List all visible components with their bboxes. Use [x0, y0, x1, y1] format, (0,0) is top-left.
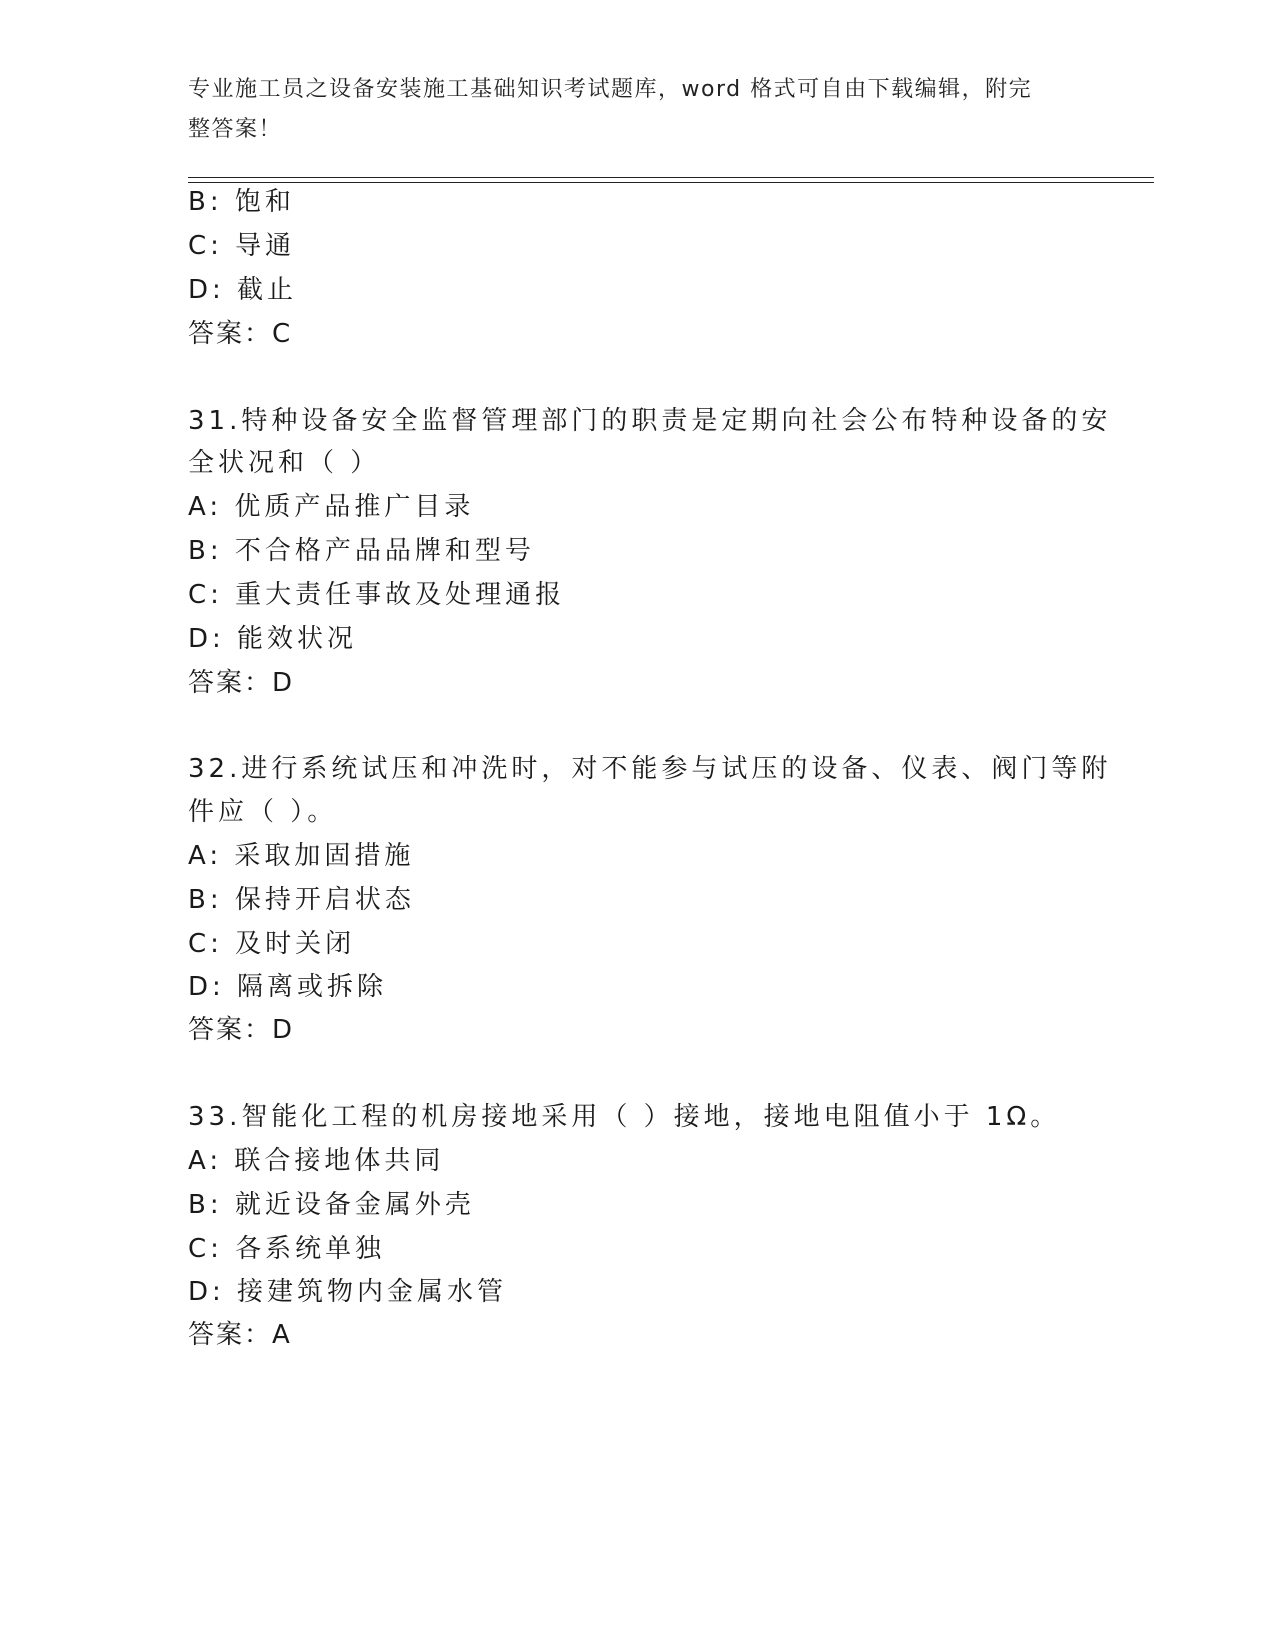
question-32-stem-cont: 件应（ ）。 [188, 797, 338, 827]
page-header [188, 70, 1068, 150]
option-c: C: 及时关闭 [188, 929, 356, 959]
header-divider [188, 177, 1154, 183]
option-d: D: 接建筑物内金属水管 [188, 1277, 508, 1307]
option-d: D: 能效状况 [188, 624, 358, 654]
answer: 答案：D [188, 668, 295, 698]
option-a: A: 优质产品推广目录 [188, 492, 475, 522]
option-c: C: 重大责任事故及处理通报 [188, 580, 566, 610]
option-d: D: 隔离或拆除 [188, 972, 388, 1002]
option-b: B: 就近设备金属外壳 [188, 1190, 475, 1220]
question-32-stem: 32.进行系统试压和冲洗时，对不能参与试压的设备、仪表、阀门等附 [188, 754, 1112, 784]
option-c: C: 导通 [188, 231, 296, 261]
question-31-stem-cont: 全状况和（ ） [188, 448, 381, 478]
option-d: D: 截止 [188, 275, 298, 305]
option-b: B: 饱和 [188, 187, 295, 217]
option-c: C: 各系统单独 [188, 1234, 386, 1264]
option-a: A: 采取加固措施 [188, 841, 415, 871]
question-31-stem: 31.特种设备安全监督管理部门的职责是定期向社会公布特种设备的安 [188, 406, 1112, 436]
header-line-1: 专业施工员之设备安装施工基础知识考试题库，word 格式可自由下载编辑，附完 [188, 77, 1033, 102]
answer: 答案：C [188, 319, 293, 349]
header-line-2: 整答案！ [188, 117, 283, 142]
answer: 答案：A [188, 1320, 292, 1350]
answer: 答案：D [188, 1015, 295, 1045]
question-33-stem: 33.智能化工程的机房接地采用（ ）接地，接地电阻值小于 1Ω。 [188, 1102, 1061, 1132]
option-a: A: 联合接地体共同 [188, 1146, 445, 1176]
option-b: B: 保持开启状态 [188, 885, 415, 915]
option-b: B: 不合格产品品牌和型号 [188, 536, 535, 566]
